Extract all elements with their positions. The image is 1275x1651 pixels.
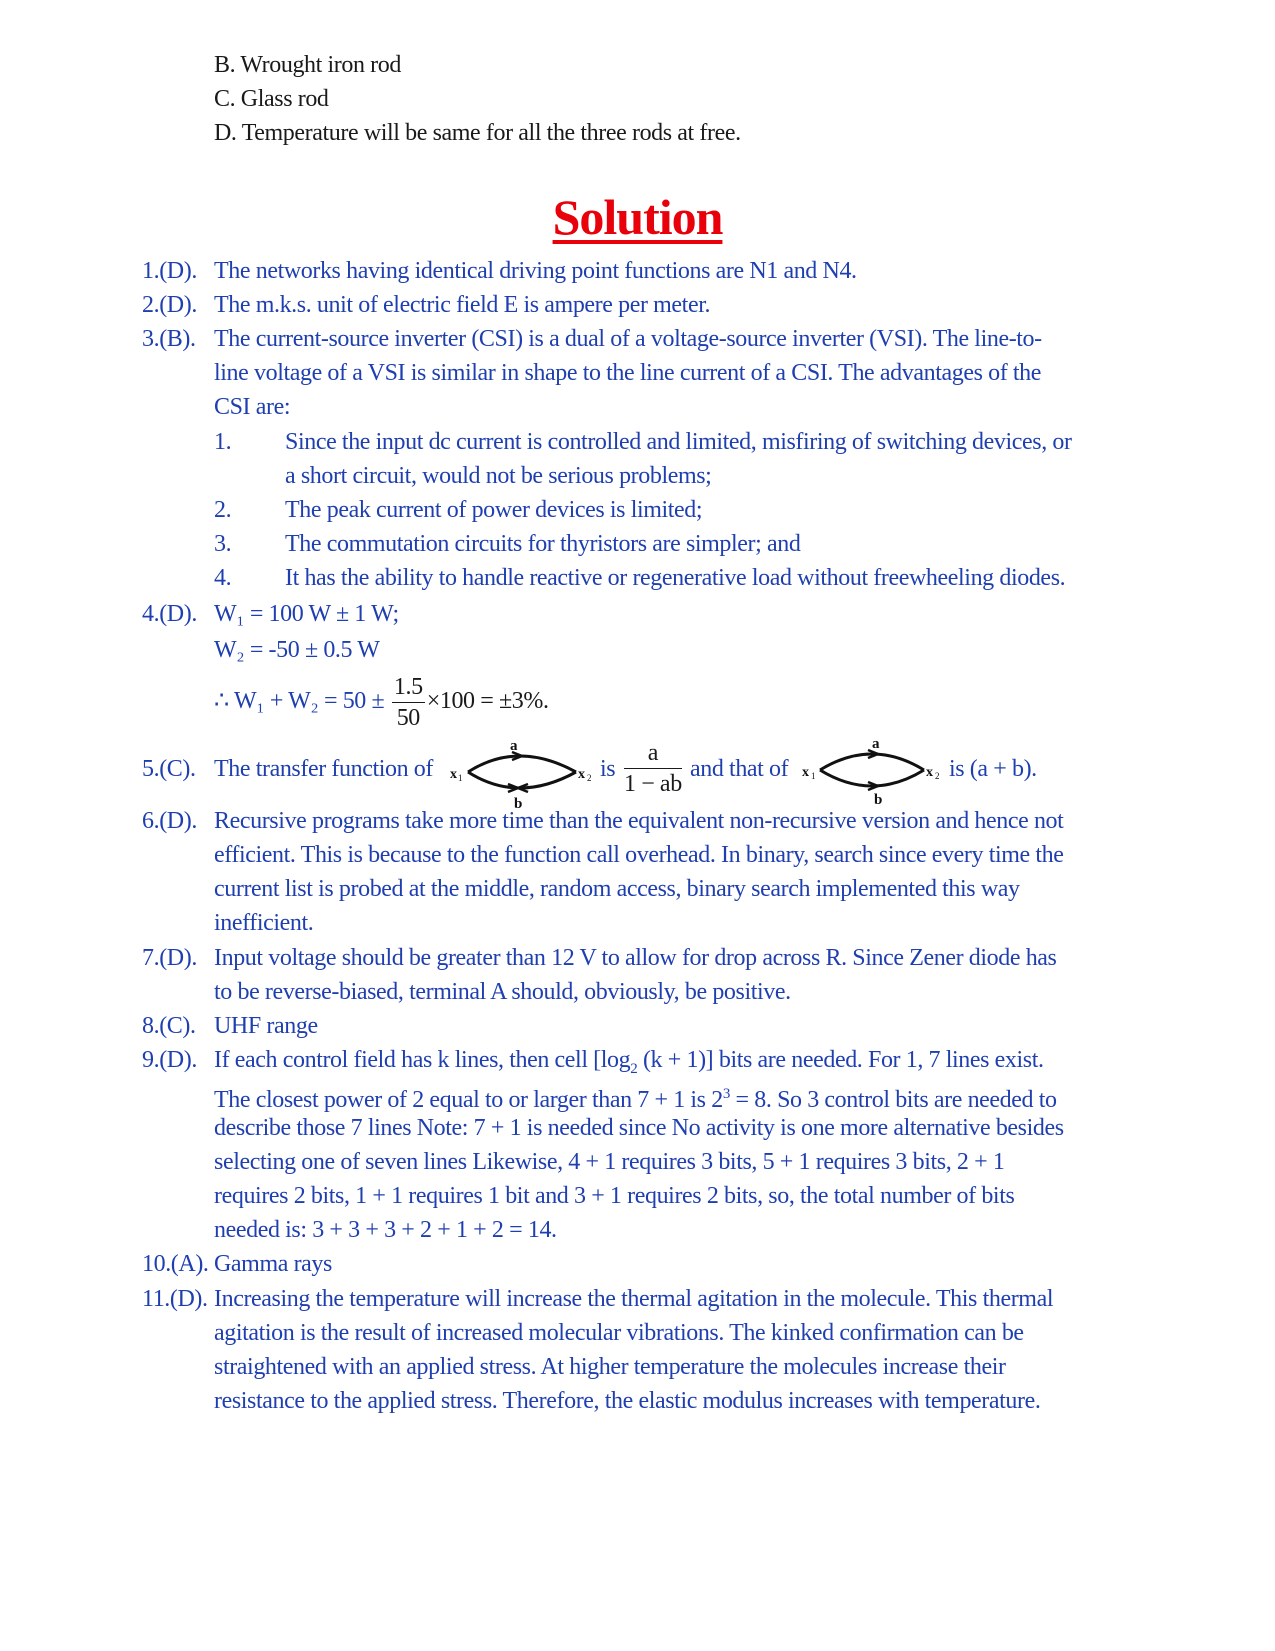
- signal-flow-graph-parallel: [802, 734, 952, 808]
- answer-number-2: 2.(D).: [142, 292, 197, 318]
- answer-text-10: Gamma rays: [214, 1251, 332, 1277]
- equation-sum: [214, 672, 549, 733]
- answer-text-9-line-1: If each control field has k lines, then cell [$\log_2$ (k + 1)] bits are needed. For 1, 7 lines exist.: [214, 1047, 1044, 1077]
- sublist-number-2: 2.: [214, 497, 232, 523]
- sublist-text-3: The commutation circuits for thyristors are simpler; and: [285, 531, 801, 557]
- answer-text-9-line-3: describe those 7 lines Note: 7 + 1 is needed since No activity is one more alternative besides: [214, 1115, 1064, 1141]
- equation-sum-prefix: ∴ W₁ + W₂ = 50 ±: [214, 688, 385, 715]
- sublist-number-3: 3.: [214, 531, 232, 557]
- answer-number-3: 3.(B).: [142, 326, 196, 352]
- answer-text-8: UHF range: [214, 1013, 318, 1039]
- answer-number-8: 8.(C).: [142, 1013, 196, 1039]
- fraction: [392, 672, 425, 733]
- sublist-text-1-line-1: Since the input dc current is controlled and limited, misfiring of switching devices, or: [285, 429, 1072, 455]
- answer-text-11-line-4: resistance to the applied stress. Therefore, the elastic modulus increases with temperature.: [214, 1388, 1041, 1414]
- svg-text:x: x: [450, 767, 457, 782]
- fraction-denominator: 50: [396, 705, 420, 731]
- answer-text-9-line-5: requires 2 bits, 1 + 1 requires 1 bit and 3 + 1 requires 2 bits, so, the total number of bits: [214, 1183, 1015, 1209]
- answer-text-5-part-3: and that of: [690, 756, 789, 782]
- answer-number-4: 4.(D).: [142, 601, 197, 627]
- answer-number-5: 5.(C).: [142, 756, 196, 782]
- answer-text-7-line-1: Input voltage should be greater than 12 V to allow for drop across R. Since Zener diode has: [214, 945, 1057, 971]
- option-c: C. Glass rod: [214, 86, 329, 112]
- option-b: B. Wrought iron rod: [214, 52, 401, 78]
- answer-text-3-line-2: line voltage of a VSI is similar in shape to the line current of a CSI. The advantages of the: [214, 360, 1042, 386]
- answer-text-5-part-1: The transfer function of: [214, 756, 433, 782]
- feedback-loop-diagram-icon: [448, 736, 598, 810]
- solution-heading: Solution: [552, 189, 723, 245]
- fraction-numerator: 1.5: [392, 672, 425, 703]
- fraction-denominator: 1 − ab: [624, 771, 682, 797]
- svg-text:2: 2: [587, 773, 592, 783]
- transfer-function-fraction: [622, 738, 684, 799]
- answer-number-6: 6.(D).: [142, 808, 197, 834]
- answer-number-9: 9.(D).: [142, 1047, 197, 1073]
- answer-number-7: 7.(D).: [142, 945, 197, 971]
- answer-text-7-line-2: to be reverse-biased, terminal A should, obviously, be positive.: [214, 979, 791, 1005]
- fraction-numerator: a: [624, 738, 682, 769]
- answer-text-9-line-2: The closest power of 2 equal to or larger than 7 + 1 is $2^3 = 8$. So 3 control bits are needed to: [214, 1086, 1057, 1113]
- answer-text-1: The networks having identical driving point functions are N1 and N4.: [214, 258, 857, 284]
- fraction: [624, 738, 682, 799]
- answer-number-11: 11.(D).: [142, 1286, 208, 1312]
- answer-number-10: 10.(A).: [142, 1251, 209, 1277]
- equation-w2: W₂ = -50 ± 0.5 W: [214, 637, 380, 663]
- sublist-number-1: 1.: [214, 429, 232, 455]
- signal-flow-graph-feedback: [448, 736, 598, 810]
- answer-text-2: The m.k.s. unit of electric field E is ampere per meter.: [214, 292, 711, 318]
- answer-text-5-part-2: is: [600, 756, 616, 782]
- answer-text-6-line-1: Recursive programs take more time than the equivalent non-recursive version and hence not: [214, 808, 1064, 834]
- option-d: D. Temperature will be same for all the three rods at free.: [214, 120, 741, 146]
- svg-text:2: 2: [935, 771, 940, 781]
- answer-text-6-line-2: efficient. This is because to the function call overhead. In binary, search since every time the: [214, 842, 1064, 868]
- svg-text:1: 1: [811, 771, 816, 781]
- sublist-text-1-line-2: a short circuit, would not be serious problems;: [285, 463, 712, 489]
- answer-text-3-line-3: CSI are:: [214, 394, 291, 420]
- svg-text:x: x: [926, 765, 933, 780]
- parallel-paths-diagram-icon: [802, 734, 952, 808]
- answer-text-6-line-3: current list is probed at the middle, random access, binary search implemented this way: [214, 876, 1020, 902]
- answer-number-1: 1.(D).: [142, 258, 197, 284]
- answer-text-11-line-1: Increasing the temperature will increase the thermal agitation in the molecule. This thermal: [214, 1286, 1054, 1312]
- answer-text-5-part-4: is (a + b).: [949, 756, 1037, 782]
- answer-text-6-line-4: inefficient.: [214, 910, 314, 936]
- sublist-text-2: The peak current of power devices is limited;: [285, 497, 703, 523]
- svg-text:b: b: [514, 796, 523, 812]
- equation-sum-suffix: ×100 = ±3%.: [426, 688, 549, 715]
- sublist-text-4: It has the ability to handle reactive or regenerative load without freewheeling diodes.: [285, 565, 1066, 591]
- svg-text:a: a: [510, 738, 518, 754]
- equation-w1: W₁ = 100 W ± 1 W;: [214, 601, 399, 627]
- answer-text-9-line-6: needed is: 3 + 3 + 3 + 2 + 1 + 2 = 14.: [214, 1217, 557, 1243]
- answer-text-9-line-4: selecting one of seven lines Likewise, 4 + 1 requires 3 bits, 5 + 1 requires 3 bits, 2 + 1: [214, 1149, 1005, 1175]
- svg-text:x: x: [578, 767, 585, 782]
- sublist-number-4: 4.: [214, 565, 232, 591]
- svg-text:a: a: [872, 736, 880, 752]
- answer-text-11-line-3: straightened with an applied stress. At higher temperature the molecules increase their: [214, 1354, 1006, 1380]
- answer-text-11-line-2: agitation is the result of increased molecular vibrations. The kinked confirmation can be: [214, 1320, 1024, 1346]
- answer-text-3-line-1: The current-source inverter (CSI) is a dual of a voltage-source inverter (VSI). The line-to-: [214, 326, 1042, 352]
- svg-text:x: x: [802, 765, 809, 780]
- svg-text:1: 1: [458, 773, 463, 783]
- svg-text:b: b: [874, 792, 883, 808]
